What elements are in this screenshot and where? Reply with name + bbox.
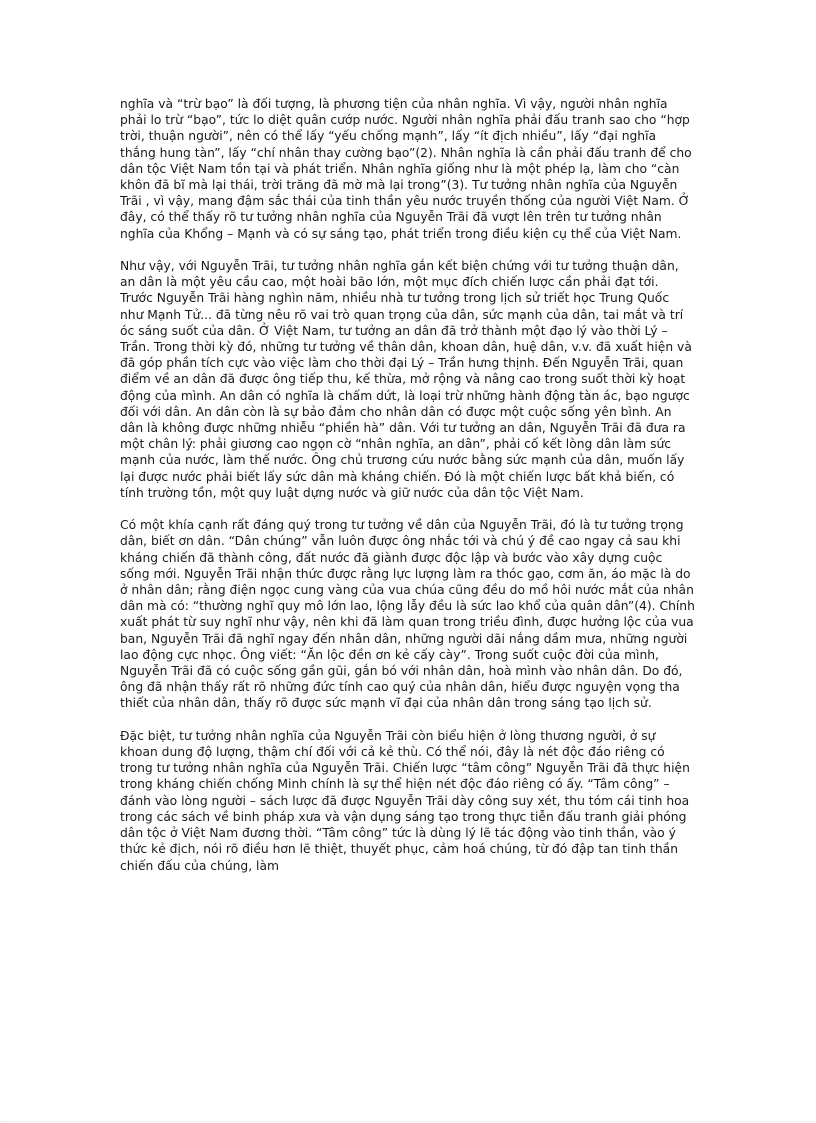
paragraph-3: Có một khía cạnh rất đáng quý trong tư tưởng về dân của Nguyễn Trãi, đó là tư tưởng trọng dân, biết ơn dân. “Dân chúng” vẫn luôn được ông nhắc tới và chú ý đề cao ngay cả sau khi kháng chiến đã thành công, đất nước đã giành được độc lập và bước vào xây dựng cuộc sống mới. Nguyễn Trãi nhận thức được rằng lực lượng làm ra thóc gạo, cơm ăn, áo mặc là do ở nhân dân; rằng điện ngọc cung vàng của vua chúa cũng đều do mồ hôi nước mắt của nhân dân mà có: “thường nghĩ quy mô lớn lao, lộng lẫy đều là sức lao khổ của quân dân”(4). Chính xuất phát từ suy nghĩ như vậy, nên khi đã làm quan trong triều đình, được hưởng lộc của vua ban, Nguyễn Trãi đã nghĩ ngay đến nhân dân, những người dãi nắng dầm mưa, những người lao động cực nhọc. Ông viết: “Ăn lộc đền ơn kẻ cấy cày”. Trong suốt cuộc đời của mình, Nguyễn Trãi đã có cuộc sống gần gũi, gắn bó với nhân dân, hoà mình vào nhân dân. Do đó, ông đã nhận thấy rất rõ những đức tính cao quý của nhân dân, hiểu được nguyện vọng tha thiết của nhân dân, thấy rõ được sức mạnh vĩ đại của nhân dân trong sáng tạo lịch sử. — [120, 518, 695, 711]
paragraph-1: nghĩa và “trừ bạo” là đối tượng, là phương tiện của nhân nghĩa. Vì vậy, người nhân nghĩa phải lo trừ “bạo”, tức lo diệt quân cướp nước. Người nhân nghĩa phải đấu tranh sao cho “hợp trời, thuận người”, nên có thể lấy “yếu chống mạnh”, lấy “ít địch nhiều”, lấy “đại nghĩa thắng hung tàn”, lấy “chí nhân thay cường bạo”(2). Nhân nghĩa là cần phải đấu tranh để cho dân tộc Việt Nam tồn tại và phát triển. Nhân nghĩa giống như là một phép lạ, làm cho “càn khôn đã bĩ mà lại thái, trời trăng đã mờ mà lại trong”(3). Tư tưởng nhân nghĩa của Nguyễn Trãi , vì vậy, mang đậm sắc thái của tinh thần yêu nước truyền thống của người Việt Nam. Ở đây, có thể thấy rõ tư tưởng nhân nghĩa của Nguyễn Trãi đã vượt lên trên tư tưởng nhân nghĩa của Khổng – Mạnh và có sự sáng tạo, phát triển trong điều kiện cụ thể của Việt Nam. — [120, 97, 692, 241]
page-bottom-divider — [0, 1121, 816, 1122]
paragraph-4: Đặc biệt, tư tưởng nhân nghĩa của Nguyễn Trãi còn biểu hiện ở lòng thương người, ở sự khoan dung độ lượng, thậm chí đối với cả kẻ thù. Có thể nói, đây là nét độc đáo riêng có trong tư tưởng nhân nghĩa của Nguyễn Trãi. Chiến lược “tâm công” Nguyễn Trãi đã thực hiện trong kháng chiến chống Minh chính là sự thể hiện nét độc đáo riêng có ấy. “Tâm công” – đánh vào lòng người – sách lược đã được Nguyễn Trãi dày công suy xét, thu tóm cái tinh hoa trong các sách về binh pháp xưa và vận dụng sáng tạo trong thực tiễn đấu tranh giải phóng dân tộc ở Việt Nam đương thời. “Tâm công” tức là dùng lý lẽ tác động vào tinh thần, vào ý thức kẻ địch, nói rõ điều hơn lẽ thiệt, thuyết phục, cảm hoá chúng, từ đó đập tan tinh thần chiến đấu của chúng, làm — [120, 728, 690, 873]
document-body — [120, 96, 695, 890]
paragraph-2: Như vậy, với Nguyễn Trãi, tư tưởng nhân nghĩa gắn kết biện chứng với tư tưởng thuận dân, an dân là một yêu cầu cao, một hoài bão lớn, một mục đích chiến lược cần phải đạt tới. Trước Nguyễn Trãi hàng nghìn năm, nhiều nhà tư tưởng trong lịch sử triết học Trung Quốc như Mạnh Tử... đã từng nêu rõ vai trò quan trọng của dân, sức mạnh của dân, tai mắt và trí óc sáng suốt của dân. Ở Việt Nam, tư tưởng an dân đã trở thành một đạo lý vào thời Lý – Trần. Trong thời kỳ đó, những tư tưởng về thân dân, khoan dân, huệ dân, v.v. đã xuất hiện và đã góp phần tích cực vào việc làm cho thời đại Lý – Trần hưng thịnh. Đến Nguyễn Trãi, quan điểm về an dân đã được ông tiếp thu, kế thừa, mở rộng và nâng cao trong suốt thời kỳ hoạt động của mình. An dân có nghĩa là chấm dứt, là loại trừ những hành động tàn ác, bạo ngược đối với dân. An dân còn là sự bảo đảm cho nhân dân có được một cuộc sống yên bình. An dân là không được những nhiễu “phiền hà” dân. Với tư tưởng an dân, Nguyễn Trãi đã đưa ra một chân lý: phải giương cao ngọn cờ “nhân nghĩa, an dân”, phải cố kết lòng dân làm sức mạnh của nước, làm thế nước. Ông chủ trương cứu nước bằng sức mạnh của dân, muốn lấy lại được nước phải biết lấy sức dân mà kháng chiến. Đó là một chiến lược bất khả biến, có tính trường tồn, một quy luật dựng nước và giữ nước của dân tộc Việt Nam. — [120, 259, 692, 500]
